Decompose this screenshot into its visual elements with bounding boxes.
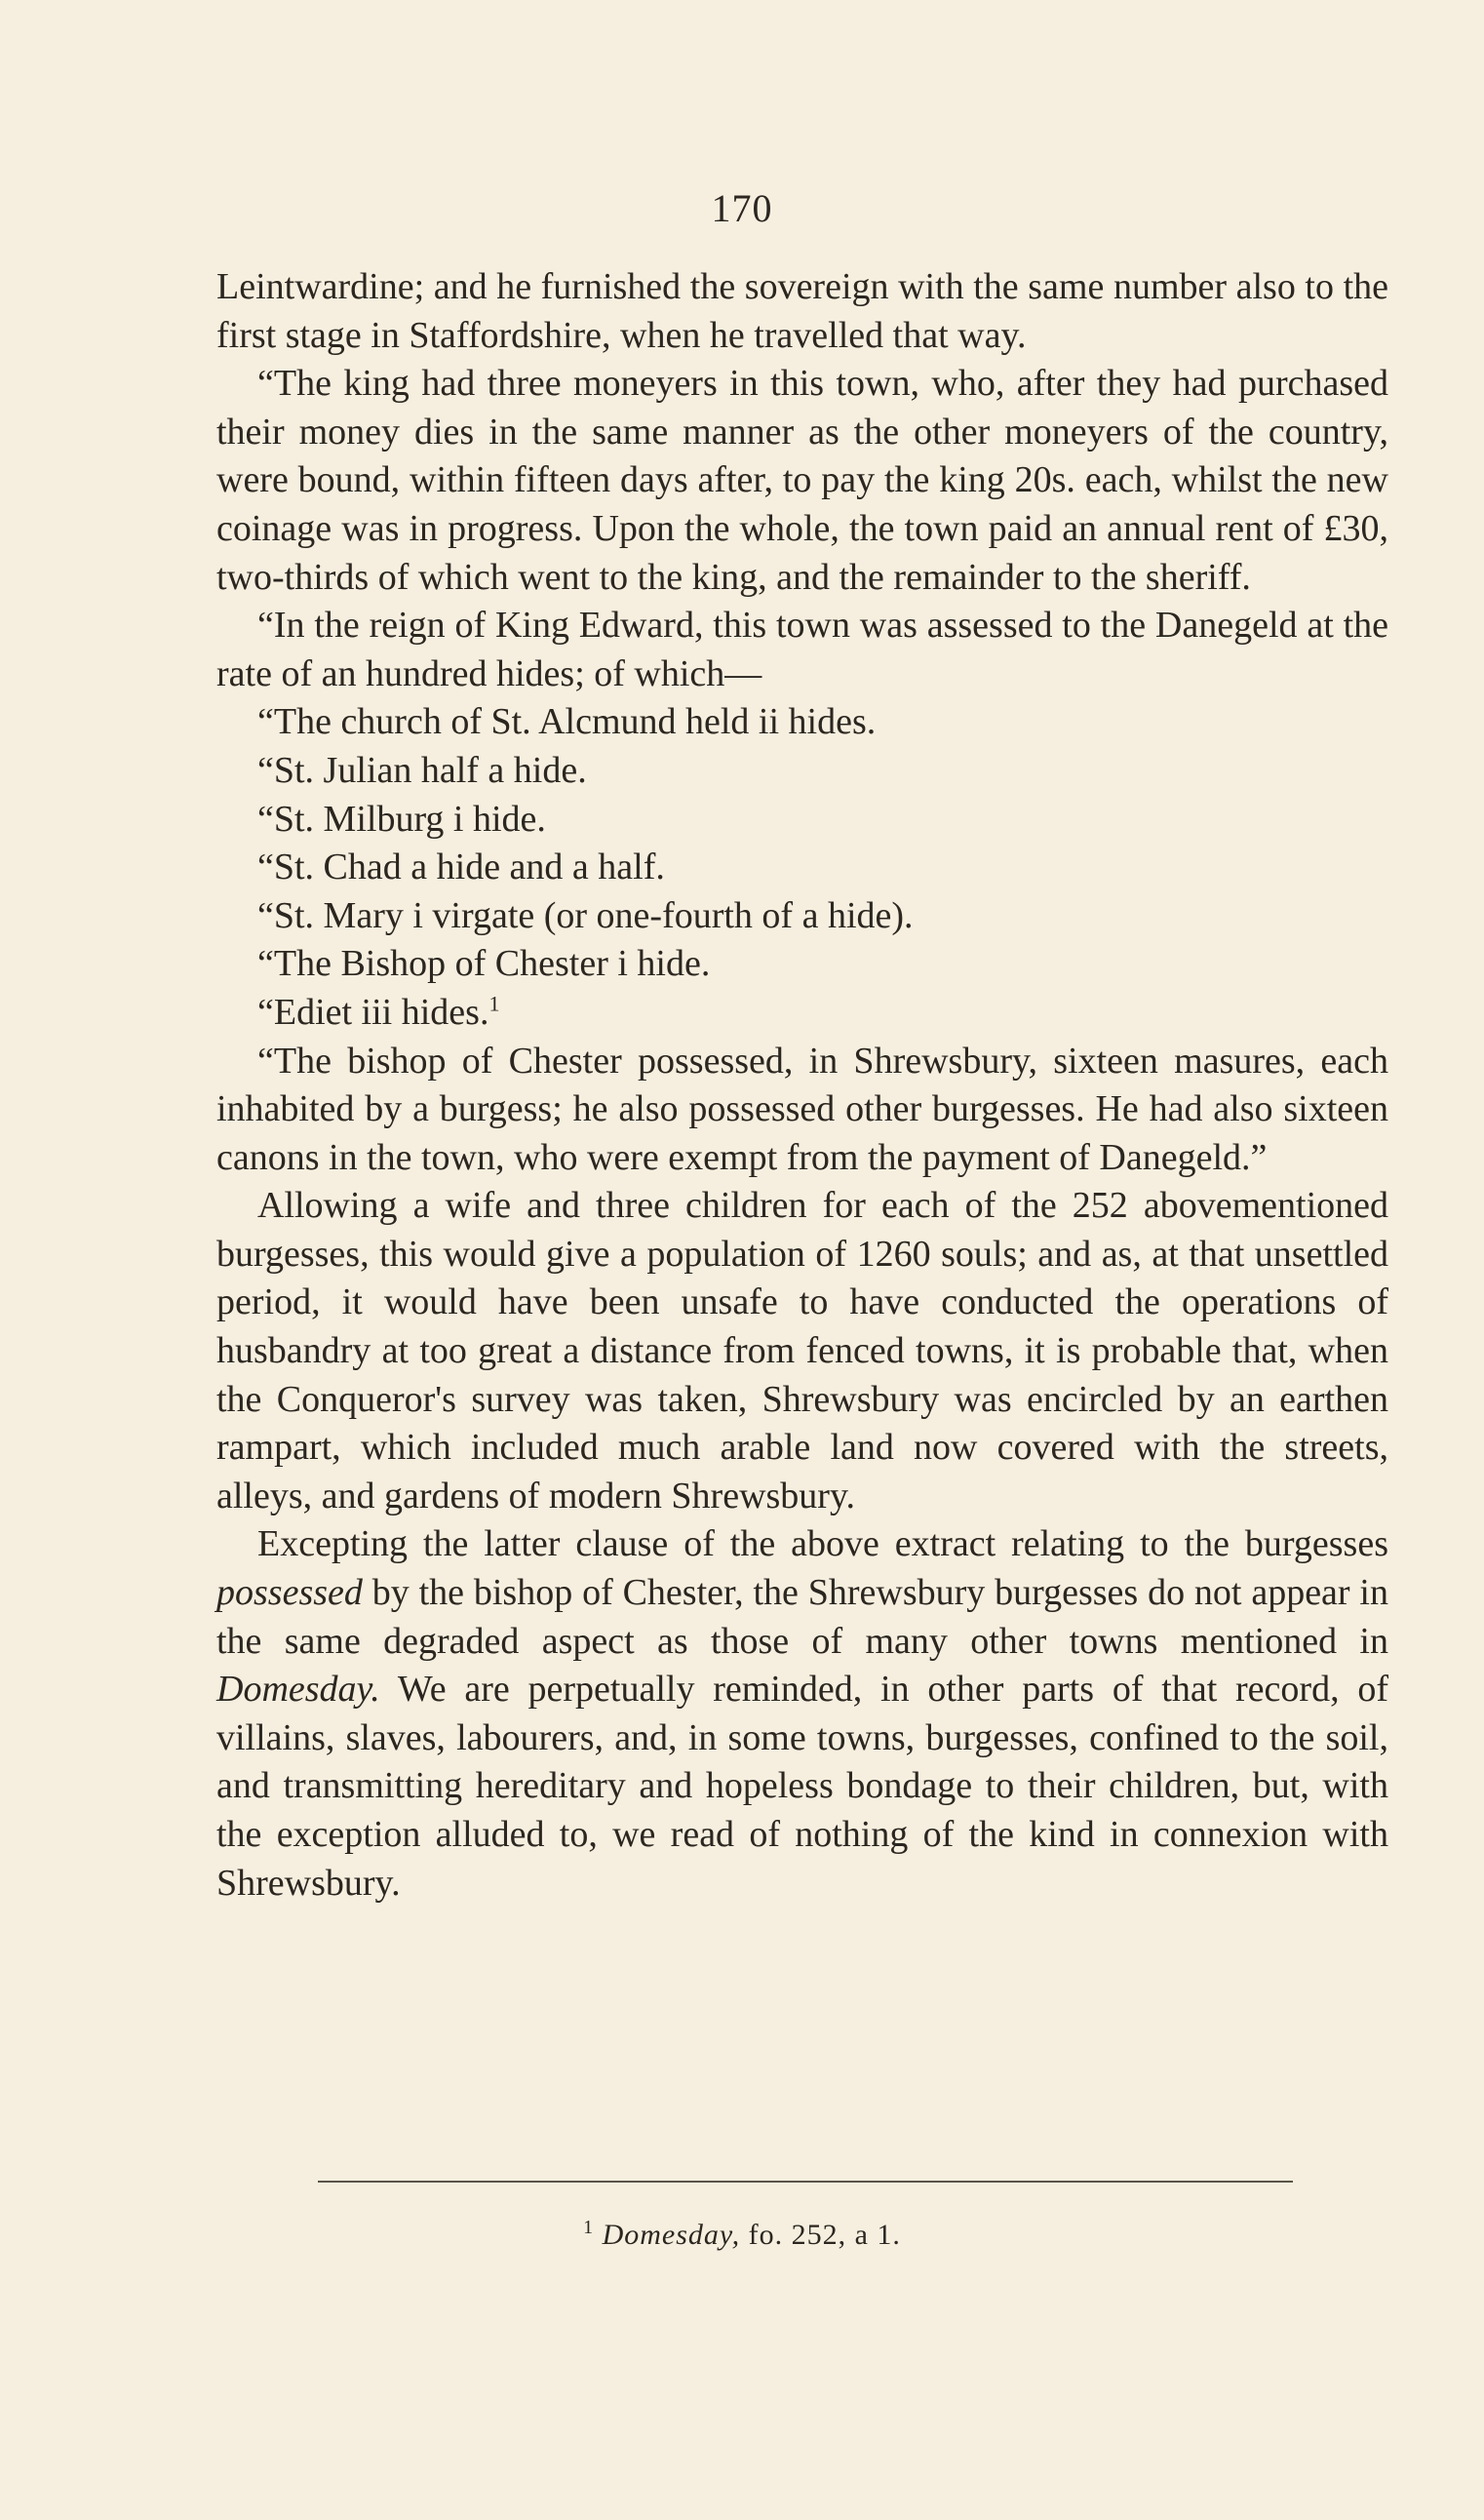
paragraph-text: Excepting the latter clause of the above extract relating to the burgesses bbox=[257, 1523, 1388, 1565]
footnote bbox=[0, 2219, 1484, 2252]
list-item: “The Bishop of Chester i hide. bbox=[257, 943, 711, 985]
list-item: “The church of St. Alcmund held ii hides. bbox=[257, 701, 877, 743]
page-number: 170 bbox=[711, 186, 773, 230]
paragraph: “The king had three moneyers in this town, who, after they had purchased their money dies in the same manner as the other moneyers of the country, were bound, within fifteen days after, to pay the king 20s. each, whilst the new coinage was in progress. Upon the whole, the town paid an annual rent of £30, two-thirds of which went to the king, and the remainder to the sheriff. bbox=[216, 363, 1388, 598]
footnote-source: Domesday, bbox=[602, 2219, 741, 2251]
italic-text: Domesday. bbox=[216, 1669, 380, 1711]
footnote-mark: 1 bbox=[583, 2217, 595, 2238]
paragraph: Allowing a wife and three children for each of the 252 abovementioned burgesses, this would give a population of 1260 souls; and as, at that unsettled period, it would have been unsafe to have conducted the operations of husbandry at too great a distance from fenced towns, it is probable that, when the Conqueror's survey was taken, Shrewsbury was encircled by an earthen rampart, which included much arable land now covered with the streets, alleys, and gardens of modern Shrewsbury. bbox=[216, 1185, 1388, 1516]
paragraph-text: by the bishop of Chester, the Shrewsbury burgesses do not appear in the same degraded aspect as those of many other towns mentioned in bbox=[216, 1572, 1388, 1662]
paragraph: Leintwardine; and he furnished the sovereign with the same number also to the first stage in Staffordshire, when he travelled that way. bbox=[216, 266, 1388, 356]
body-text bbox=[216, 263, 1388, 1908]
footnote-divider bbox=[318, 2181, 1293, 2183]
list-item bbox=[216, 989, 1388, 1038]
paragraph bbox=[216, 1520, 1388, 1908]
italic-text: possessed bbox=[216, 1572, 363, 1614]
list-item: “St. Julian half a hide. bbox=[257, 749, 587, 791]
footnote-reference: 1 bbox=[488, 991, 500, 1016]
list-item: “St. Chad a hide and a half. bbox=[257, 847, 665, 888]
footnote-text: fo. 252, a 1. bbox=[740, 2219, 901, 2251]
list-item: “St. Milburg i hide. bbox=[257, 798, 546, 840]
paragraph: “In the reign of King Edward, this town was assessed to the Danegeld at the rate of an hundred hides; of which— bbox=[216, 605, 1388, 694]
list-item: “St. Mary i virgate (or one-fourth of a hide). bbox=[257, 894, 914, 936]
list-item-text: “Ediet iii hides. bbox=[257, 991, 489, 1033]
paragraph: “The bishop of Chester possessed, in Shrewsbury, sixteen masures, each inhabited by a burgess; he also possessed other burgesses. He had also sixteen canons in the town, who were exempt from the payment of Danegeld.” bbox=[216, 1040, 1388, 1178]
paragraph-text: We are perpetually reminded, in other parts of that record, of villains, slaves, labourers, and, in some towns, burgesses, confined to the soil, and transmitting hereditary and hopeless bondage to their children, but, with the exception alluded to, we read of nothing of the kind in connexion with Shrewsbury. bbox=[216, 1669, 1388, 1904]
